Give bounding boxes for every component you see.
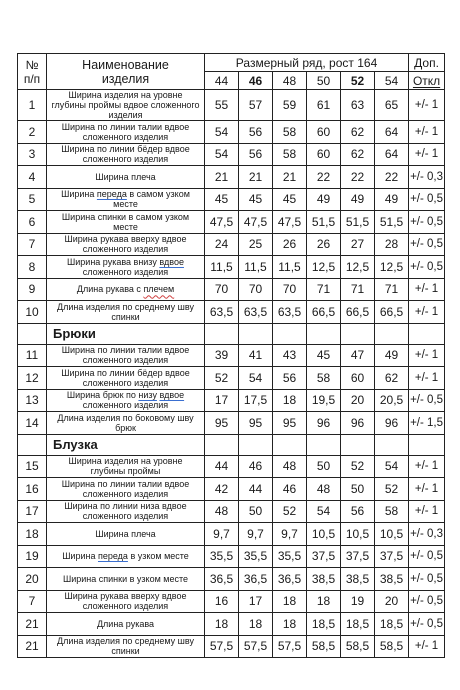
section-empty-cell [375,434,409,455]
row-value-size-44: 39 [205,344,239,367]
header-name-label-2: изделия [101,71,150,86]
row-name [47,455,205,478]
section-empty-cell [409,323,445,344]
section-row [18,434,445,455]
row-name [47,233,205,256]
row-value-size-50: 61 [307,90,341,121]
table-row [18,256,445,279]
header-size-50: 50 [307,72,341,90]
row-name [47,143,205,166]
row-number: 2 [18,121,47,144]
row-value-size-46: 95 [239,412,273,435]
row-name-text: Длина изделия по среднему шву спинки [57,301,194,322]
row-name [47,590,205,613]
row-value-size-54: 12,5 [375,256,409,279]
row-value-size-48: 43 [273,344,307,367]
table-row [18,568,445,591]
section-title: Блузка [47,434,205,455]
row-value-size-48: 11,5 [273,256,307,279]
row-value-size-46: 21 [239,166,273,189]
row-value-size-54: 64 [375,121,409,144]
row-name-text: Ширина спинки в самом узком месте [61,211,190,232]
row-name [47,211,205,234]
section-title: Брюки [47,323,205,344]
row-value-size-46: 57,5 [239,635,273,658]
table-row [18,166,445,189]
row-value-size-46: 9,7 [239,523,273,546]
table-row [18,635,445,658]
row-value-size-48: 26 [273,233,307,256]
row-value-size-52: 71 [341,278,375,301]
section-empty-cell [341,323,375,344]
row-value-size-48: 57,5 [273,635,307,658]
row-value-size-46: 18 [239,613,273,636]
row-value-size-50: 45 [307,344,341,367]
row-name [47,568,205,591]
row-value-size-52: 18,5 [341,613,375,636]
row-value-size-52: 12,5 [341,256,375,279]
row-value-size-48: 95 [273,412,307,435]
row-name-text: Длина рукава с плечем [76,284,175,295]
header-size-54: 54 [375,72,409,90]
row-value-size-46: 11,5 [239,256,273,279]
row-value-size-50: 37,5 [307,545,341,568]
row-tolerance: +/- 1 [409,90,445,121]
row-name [47,613,205,636]
row-name-text: Ширина по линии бёдер вдвое сложенного изделия [61,144,190,165]
row-value-size-48: 52 [273,500,307,523]
row-value-size-50: 58,5 [307,635,341,658]
row-number: 15 [18,455,47,478]
row-tolerance: +/- 0,5 [409,568,445,591]
row-value-size-44: 18 [205,613,239,636]
row-value-size-48: 46 [273,478,307,501]
row-value-size-54: 52 [375,478,409,501]
row-value-size-44: 45 [205,188,239,211]
row-value-size-44: 57,5 [205,635,239,658]
row-name-text: Длина изделия по среднему шву спинки [57,636,194,657]
row-name-text: Ширина переда в узком месте [62,551,189,562]
row-number: 5 [18,188,47,211]
table-row [18,500,445,523]
row-number: 8 [18,256,47,279]
row-name [47,121,205,144]
row-value-size-48: 36,5 [273,568,307,591]
row-tolerance: +/- 1 [409,455,445,478]
row-value-size-54: 66,5 [375,301,409,324]
table-row [18,478,445,501]
row-number: 12 [18,367,47,390]
row-tolerance: +/- 0,3 [409,523,445,546]
header-num-cell [18,54,47,90]
row-tolerance: +/- 0,5 [409,211,445,234]
table-row [18,278,445,301]
row-tolerance: +/- 0,5 [409,590,445,613]
row-value-size-44: 24 [205,233,239,256]
row-value-size-46: 41 [239,344,273,367]
row-tolerance: +/- 0,5 [409,188,445,211]
row-value-size-52: 50 [341,478,375,501]
row-value-size-44: 52 [205,367,239,390]
row-value-size-52: 66,5 [341,301,375,324]
row-name [47,301,205,324]
section-num-cell [18,323,47,344]
row-value-size-46: 63,5 [239,301,273,324]
header-tol-label-2: Откл [409,72,445,90]
row-name-text: Ширина плеча [95,528,156,539]
table-row [18,121,445,144]
row-value-size-44: 42 [205,478,239,501]
row-value-size-52: 62 [341,121,375,144]
row-value-size-44: 70 [205,278,239,301]
row-value-size-52: 96 [341,412,375,435]
row-value-size-44: 16 [205,590,239,613]
table-row [18,613,445,636]
row-value-size-52: 19 [341,590,375,613]
row-tolerance: +/- 1 [409,344,445,367]
row-name-text: Ширина брюк по низу вдвое сложенного изделия [66,390,185,411]
table-row [18,344,445,367]
header-name-cell [47,54,205,90]
row-value-size-44: 48 [205,500,239,523]
row-tolerance: +/- 1,5 [409,412,445,435]
row-name-text: Ширина рукава вверху вдвое сложенного изделия [64,234,187,255]
row-name [47,523,205,546]
row-name-text: Ширина изделия на уровне глубины проймы [68,456,183,477]
row-tolerance: +/- 0,5 [409,256,445,279]
row-value-size-52: 10,5 [341,523,375,546]
header-size-44: 44 [205,72,239,90]
row-value-size-52: 22 [341,166,375,189]
table-row [18,590,445,613]
header-tol-label-1: Доп. [409,54,445,72]
row-tolerance: +/- 1 [409,301,445,324]
row-value-size-52: 62 [341,143,375,166]
row-name-text: Ширина рукава внизу вдвое сложенного изделия [67,256,184,277]
row-value-size-54: 71 [375,278,409,301]
row-name-text: Ширина плеча [95,171,156,182]
row-value-size-50: 10,5 [307,523,341,546]
row-value-size-44: 11,5 [205,256,239,279]
row-value-size-54: 22 [375,166,409,189]
row-name [47,278,205,301]
table-row [18,301,445,324]
row-tolerance: +/- 0,5 [409,233,445,256]
row-number: 18 [18,523,47,546]
table-row [18,211,445,234]
row-value-size-48: 59 [273,90,307,121]
row-number: 20 [18,568,47,591]
row-value-size-54: 58,5 [375,635,409,658]
row-value-size-44: 55 [205,90,239,121]
row-value-size-46: 56 [239,121,273,144]
row-tolerance: +/- 0,5 [409,389,445,412]
row-value-size-46: 17,5 [239,389,273,412]
row-value-size-46: 25 [239,233,273,256]
row-value-size-54: 54 [375,455,409,478]
row-name [47,412,205,435]
row-value-size-50: 12,5 [307,256,341,279]
row-value-size-50: 49 [307,188,341,211]
row-value-size-48: 18 [273,590,307,613]
row-tolerance: +/- 0,5 [409,613,445,636]
section-empty-cell [273,434,307,455]
row-name [47,478,205,501]
row-value-size-54: 20 [375,590,409,613]
row-value-size-46: 70 [239,278,273,301]
row-name [47,545,205,568]
row-value-size-48: 45 [273,188,307,211]
row-name-text: Ширина по линии талии вдвое сложенного изделия [61,345,190,366]
row-value-size-46: 35,5 [239,545,273,568]
row-name [47,367,205,390]
section-empty-cell [409,434,445,455]
row-value-size-52: 20 [341,389,375,412]
row-value-size-52: 63 [341,90,375,121]
table-row [18,412,445,435]
row-name-text: Ширина по линии талии вдвое сложенного изделия [61,121,190,142]
table-row [18,188,445,211]
row-value-size-44: 9,7 [205,523,239,546]
row-value-size-54: 49 [375,344,409,367]
row-value-size-50: 60 [307,143,341,166]
row-value-size-52: 49 [341,188,375,211]
row-value-size-44: 44 [205,455,239,478]
row-number: 21 [18,635,47,658]
row-tolerance: +/- 1 [409,143,445,166]
row-tolerance: +/- 1 [409,500,445,523]
row-name [47,90,205,121]
row-value-size-44: 21 [205,166,239,189]
row-value-size-54: 10,5 [375,523,409,546]
row-value-size-50: 48 [307,478,341,501]
row-value-size-44: 17 [205,389,239,412]
row-value-size-48: 70 [273,278,307,301]
row-tolerance: +/- 1 [409,121,445,144]
row-value-size-46: 57 [239,90,273,121]
row-value-size-50: 60 [307,121,341,144]
row-value-size-54: 58 [375,500,409,523]
row-value-size-50: 18,5 [307,613,341,636]
row-value-size-52: 51,5 [341,211,375,234]
row-number: 19 [18,545,47,568]
table-row [18,545,445,568]
row-name [47,389,205,412]
row-number: 17 [18,500,47,523]
row-value-size-50: 38,5 [307,568,341,591]
row-value-size-46: 50 [239,500,273,523]
row-number: 14 [18,412,47,435]
row-value-size-44: 54 [205,143,239,166]
table-row [18,233,445,256]
row-name-text: Ширина по линии талии вдвое сложенного изделия [61,478,190,499]
row-value-size-48: 48 [273,455,307,478]
section-empty-cell [239,434,273,455]
row-value-size-46: 44 [239,478,273,501]
header-num-label-1: № [25,57,39,72]
row-value-size-46: 47,5 [239,211,273,234]
row-value-size-44: 36,5 [205,568,239,591]
row-number: 7 [18,233,47,256]
row-number: 3 [18,143,47,166]
row-value-size-52: 52 [341,455,375,478]
row-value-size-44: 47,5 [205,211,239,234]
row-number: 10 [18,301,47,324]
section-empty-cell [273,323,307,344]
row-number: 1 [18,90,47,121]
row-number: 7 [18,590,47,613]
row-value-size-44: 95 [205,412,239,435]
row-value-size-44: 35,5 [205,545,239,568]
row-value-size-54: 51,5 [375,211,409,234]
header-name-label-1: Наименование [82,57,169,72]
row-tolerance: +/- 0,5 [409,545,445,568]
row-value-size-50: 96 [307,412,341,435]
row-value-size-48: 9,7 [273,523,307,546]
row-number: 11 [18,344,47,367]
row-value-size-50: 58 [307,367,341,390]
row-value-size-48: 47,5 [273,211,307,234]
row-value-size-54: 49 [375,188,409,211]
row-value-size-52: 27 [341,233,375,256]
row-number: 9 [18,278,47,301]
row-value-size-50: 18 [307,590,341,613]
row-number: 16 [18,478,47,501]
row-value-size-48: 18 [273,613,307,636]
section-empty-cell [205,434,239,455]
table-row [18,389,445,412]
row-value-size-44: 54 [205,121,239,144]
row-value-size-52: 38,5 [341,568,375,591]
row-value-size-52: 37,5 [341,545,375,568]
row-value-size-46: 45 [239,188,273,211]
row-value-size-48: 63,5 [273,301,307,324]
section-empty-cell [307,323,341,344]
table-row [18,455,445,478]
row-name-text: Ширина изделия на уровне глубины проймы вдвое сложенного изделия [51,90,200,120]
row-value-size-52: 58,5 [341,635,375,658]
row-number: 6 [18,211,47,234]
row-value-size-54: 38,5 [375,568,409,591]
row-value-size-46: 54 [239,367,273,390]
header-row-1 [18,54,445,72]
row-tolerance: +/- 0,3 [409,166,445,189]
row-value-size-52: 60 [341,367,375,390]
row-number: 13 [18,389,47,412]
section-empty-cell [375,323,409,344]
section-empty-cell [239,323,273,344]
section-empty-cell [341,434,375,455]
row-value-size-54: 62 [375,367,409,390]
table-row [18,90,445,121]
row-name-text: Ширина по линии бёдер вдвое сложенного изделия [61,367,190,388]
row-name-text: Длина изделия по боковому шву брюк [57,412,194,433]
header-num-label-2: п/п [23,71,41,86]
row-number: 21 [18,613,47,636]
row-name-text: Длина рукава [96,618,155,629]
row-name [47,635,205,658]
size-chart [17,53,444,658]
section-empty-cell [307,434,341,455]
row-value-size-54: 65 [375,90,409,121]
header-size-52: 52 [341,72,375,90]
row-value-size-50: 51,5 [307,211,341,234]
header-size-range: Размерный ряд, рост 164 [205,54,409,72]
table-row [18,367,445,390]
row-name [47,256,205,279]
table-row [18,143,445,166]
row-value-size-50: 71 [307,278,341,301]
row-value-size-46: 36,5 [239,568,273,591]
size-chart-table [17,53,445,658]
table-row [18,523,445,546]
header-size-46: 46 [239,72,273,90]
row-value-size-50: 54 [307,500,341,523]
row-value-size-48: 58 [273,121,307,144]
row-name-text: Ширина рукава вверху вдвое сложенного изделия [64,591,187,612]
row-name [47,188,205,211]
row-value-size-50: 22 [307,166,341,189]
row-value-size-48: 18 [273,389,307,412]
row-value-size-50: 19,5 [307,389,341,412]
row-value-size-54: 96 [375,412,409,435]
row-name [47,344,205,367]
row-value-size-50: 50 [307,455,341,478]
row-value-size-52: 56 [341,500,375,523]
row-name-text: Ширина по линии низа вдвое сложенного изделия [64,501,187,522]
row-value-size-46: 17 [239,590,273,613]
row-value-size-44: 63,5 [205,301,239,324]
row-name [47,166,205,189]
row-tolerance: +/- 1 [409,278,445,301]
row-value-size-46: 46 [239,455,273,478]
section-row [18,323,445,344]
row-value-size-48: 58 [273,143,307,166]
row-value-size-54: 64 [375,143,409,166]
row-tolerance: +/- 1 [409,478,445,501]
row-name [47,500,205,523]
row-tolerance: +/- 1 [409,635,445,658]
row-value-size-50: 66,5 [307,301,341,324]
row-value-size-46: 56 [239,143,273,166]
row-name-text: Ширина спинки в узком месте [63,573,188,584]
header-size-48: 48 [273,72,307,90]
row-value-size-54: 37,5 [375,545,409,568]
row-value-size-48: 35,5 [273,545,307,568]
row-value-size-54: 20,5 [375,389,409,412]
row-value-size-50: 26 [307,233,341,256]
row-name-text: Ширина переда в самом узком месте [61,189,190,210]
section-empty-cell [205,323,239,344]
section-num-cell [18,434,47,455]
row-value-size-54: 28 [375,233,409,256]
row-value-size-48: 56 [273,367,307,390]
row-number: 4 [18,166,47,189]
row-value-size-54: 18,5 [375,613,409,636]
row-value-size-48: 21 [273,166,307,189]
row-tolerance: +/- 1 [409,367,445,390]
row-value-size-52: 47 [341,344,375,367]
